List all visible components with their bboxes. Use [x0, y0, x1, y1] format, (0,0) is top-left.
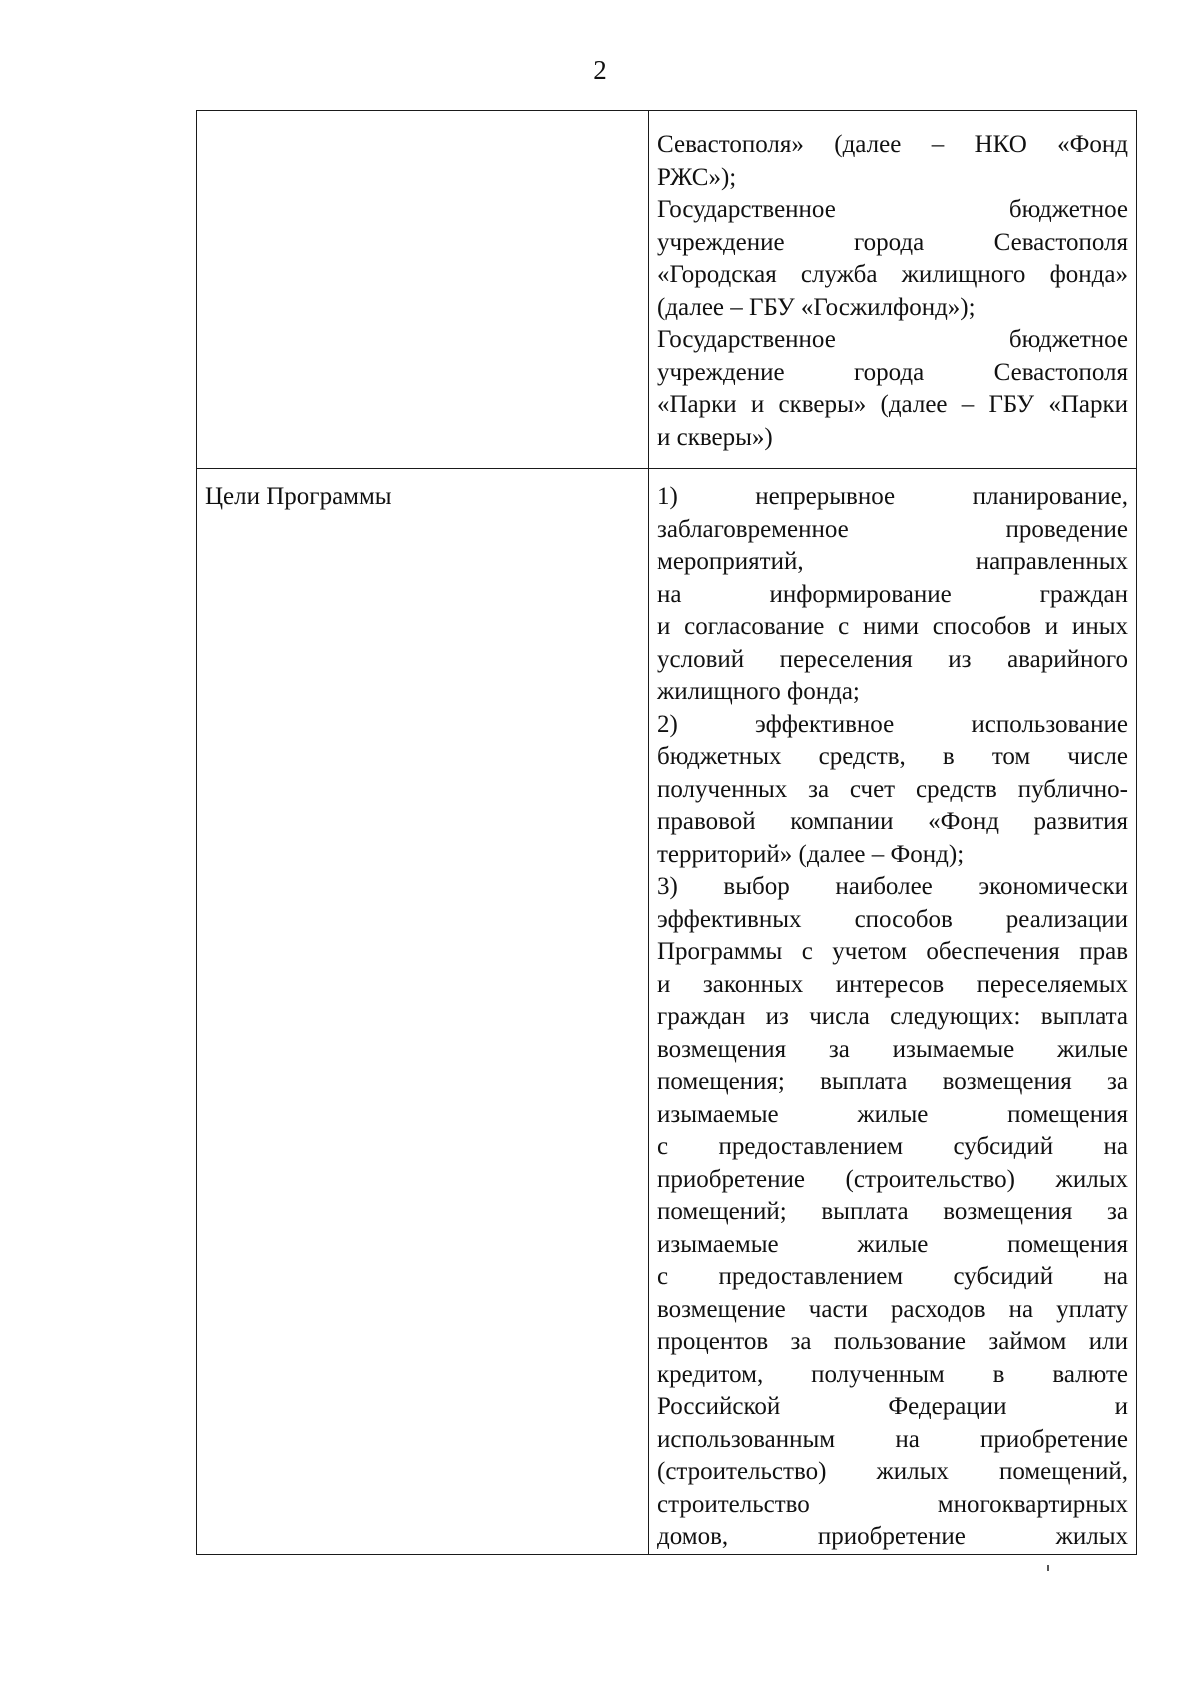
table-row [197, 111, 1137, 469]
text-line: (далее – ГБУ «Госжилфонд»); [657, 293, 976, 321]
text-line: помещений; выплата возмещения за [657, 1198, 1128, 1225]
text-line: и законных интересов переселяемых [657, 970, 1128, 998]
row-label-cell [197, 111, 649, 469]
row-value-cell [649, 469, 1137, 1555]
text-line: учреждение города Севастополя [657, 358, 1128, 386]
text-line: «Парки и скверы» (далее – ГБУ «Парки [657, 391, 1128, 418]
row-label-cell: Цели Программы [197, 469, 649, 1555]
text-line: РЖС»); [657, 163, 737, 191]
text-line: правовой компании «Фонд развития [657, 808, 1128, 835]
text-line: использованным на приобретение [657, 1425, 1128, 1453]
text-line: домов, приобретение жилых [657, 1523, 1128, 1550]
text-line: Российской Федерации и [657, 1393, 1128, 1420]
row-value-cell [649, 111, 1137, 469]
scan-mark [1047, 1565, 1049, 1571]
text-line: помещения; выплата возмещения за [657, 1068, 1128, 1095]
text-line: мероприятий, направленных [657, 548, 1128, 575]
page-number: 2 [593, 55, 607, 85]
text-line: 2) эффективное использование [657, 710, 1128, 738]
text-line: граждан из числа следующих: выплата [657, 1003, 1128, 1030]
text-line: 1) непрерывное планирование, [657, 483, 1128, 510]
text-line: эффективных способов реализации [657, 905, 1128, 933]
text-line: изымаемые жилые помещения [657, 1100, 1128, 1128]
executors-text [657, 129, 1128, 454]
table-row [197, 469, 1137, 1555]
text-line: Государственное бюджетное [657, 196, 1128, 223]
text-line: и согласование с ними способов и иных [657, 613, 1128, 640]
text-line: строительство многоквартирных [657, 1490, 1128, 1518]
text-line: возмещение части расходов на уплату [657, 1295, 1128, 1323]
text-line: заблаговременное проведение [657, 515, 1128, 543]
text-line: кредитом, полученным в валюте [657, 1360, 1128, 1388]
text-line: Севастополя» (далее – НКО «Фонд [657, 131, 1128, 158]
text-line: бюджетных средств, в том числе [657, 743, 1128, 770]
text-line: возмещения за изымаемые жилые [657, 1035, 1128, 1063]
text-line: с предоставлением субсидий на [657, 1133, 1128, 1160]
text-line: приобретение (строительство) жилых [657, 1165, 1128, 1193]
text-line: условий переселения из аварийного [657, 645, 1128, 673]
text-line: процентов за пользование займом или [657, 1328, 1128, 1355]
text-line: «Городская служба жилищного фонда» [657, 261, 1128, 288]
text-line: и скверы») [657, 423, 773, 451]
text-line: территорий» (далее – Фонд); [657, 840, 965, 868]
text-line: изымаемые жилые помещения [657, 1230, 1128, 1258]
text-line: учреждение города Севастополя [657, 228, 1128, 256]
program-goals-text [657, 481, 1128, 1554]
text-line: Государственное бюджетное [657, 326, 1128, 353]
text-line: на информирование граждан [657, 580, 1128, 608]
text-line: жилищного фонда; [657, 678, 860, 705]
text-line: Программы с учетом обеспечения прав [657, 938, 1128, 965]
text-line: с предоставлением субсидий на [657, 1263, 1128, 1290]
text-line: 3) выбор наиболее экономически [657, 873, 1128, 900]
text-line: полученных за счет средств публично- [657, 775, 1128, 803]
text-line: (строительство) жилых помещений, [657, 1458, 1128, 1485]
program-passport-table [196, 110, 1137, 1555]
